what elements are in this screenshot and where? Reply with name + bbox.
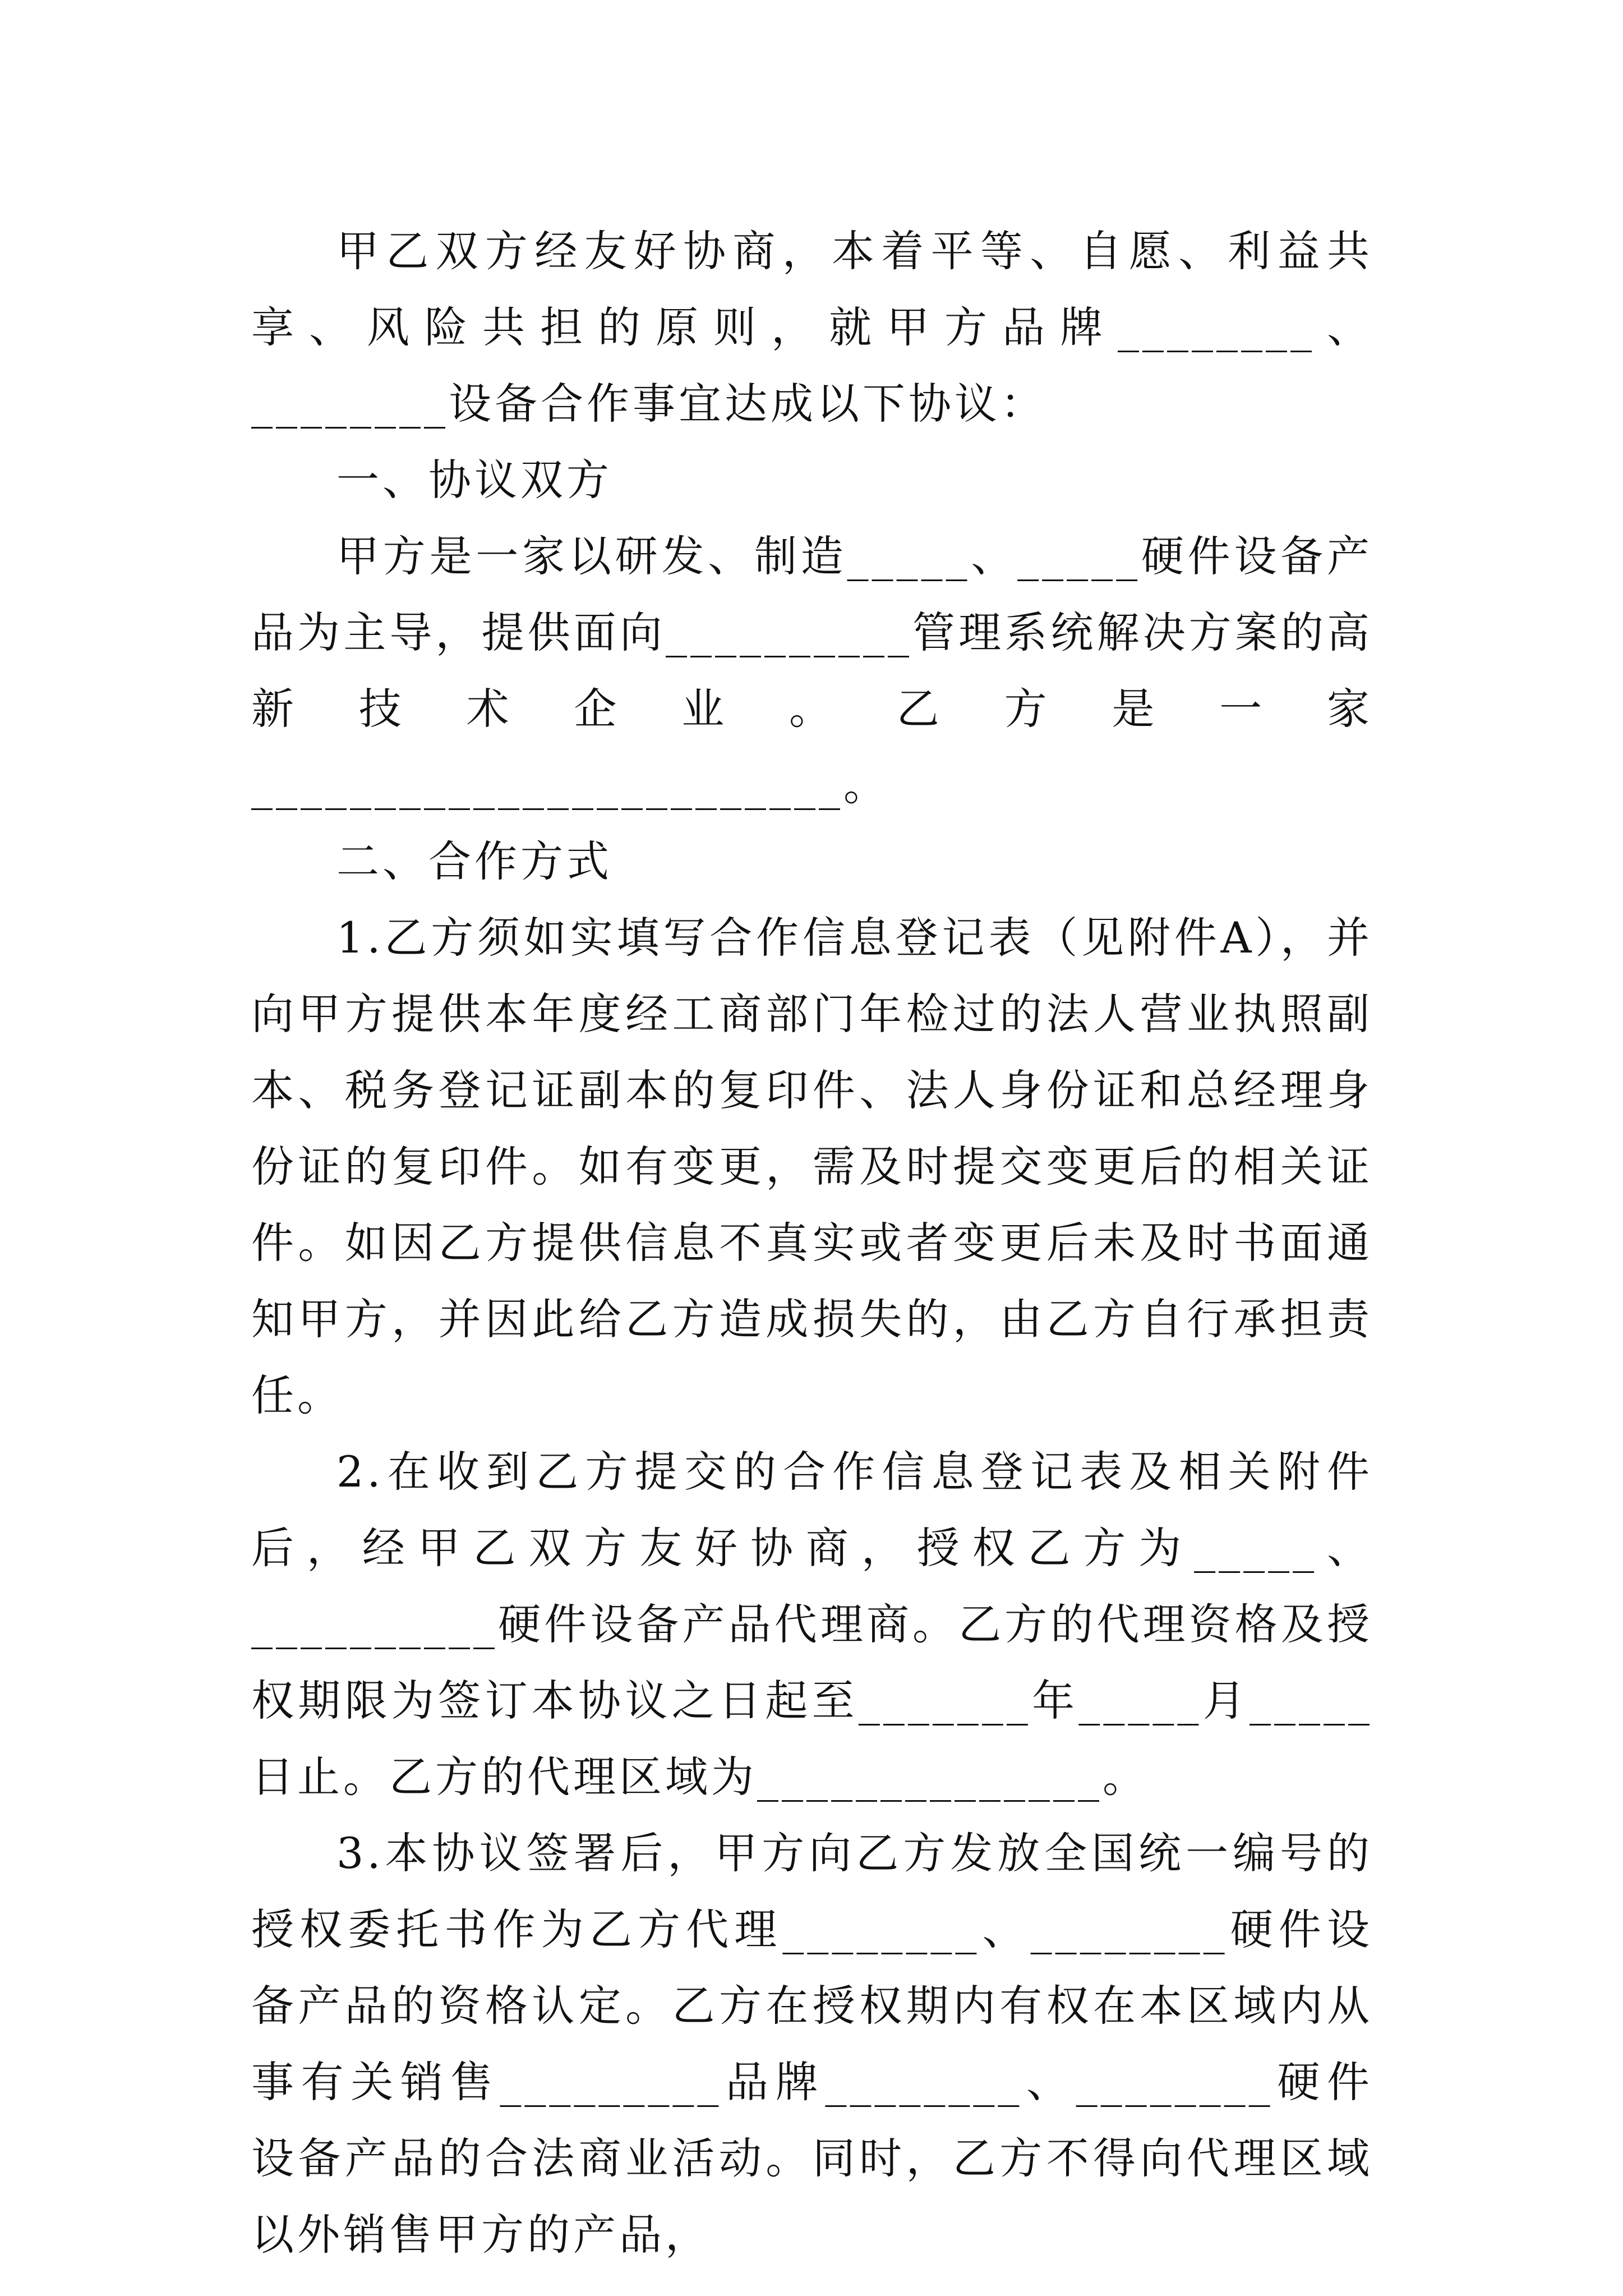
clause-2: 2.在收到乙方提交的合作信息登记表及相关附件后，经甲乙双方友好协商，授权乙方为_____、__________硬件设备产品代理商。乙方的代理资格及授权期限为签订本协议之日起至_______年_____月_____日止。乙方的代理区域为______________。 bbox=[251, 1447, 1373, 1802]
clause-1: 1.乙方须如实填写合作信息登记表（见附件A），并向甲方提供本年度经工商部门年检过的法人营业执照副本、税务登记证副本的复印件、法人身份证和总经理身份证的复印件。如有变更，需及时提交变更后的相关证件。如因乙方提供信息不真实或者变更后未及时书面通知甲方，并因此给乙方造成损失的，由乙方自行承担责任。 bbox=[251, 913, 1373, 1420]
clause-3: 3.本协议签署后，甲方向乙方发放全国统一编号的授权委托书作为乙方代理________、________硬件设备产品的资格认定。乙方在授权期内有权在本区域内从事有关销售_________品牌________、________硬件设备产品的合法商业活动。同时，乙方不得向代理区域以外销售甲方的产品， bbox=[251, 1828, 1373, 2260]
intro-paragraph: 甲乙双方经友好协商，本着平等、自愿、利益共享、风险共担的原则，就甲方品牌________、________设备合作事宜达成以下协议： bbox=[251, 226, 1373, 429]
parties-paragraph: 甲方是一家以研发、制造_____、_____硬件设备产品为主导，提供面向__________管理系统解决方案的高新技术企业。乙方是一家________________________。 bbox=[251, 531, 1373, 810]
section-heading-parties: 一、协议双方 bbox=[336, 455, 612, 505]
section-heading-cooperation: 二、合作方式 bbox=[336, 836, 612, 886]
document-body bbox=[251, 213, 1373, 2273]
